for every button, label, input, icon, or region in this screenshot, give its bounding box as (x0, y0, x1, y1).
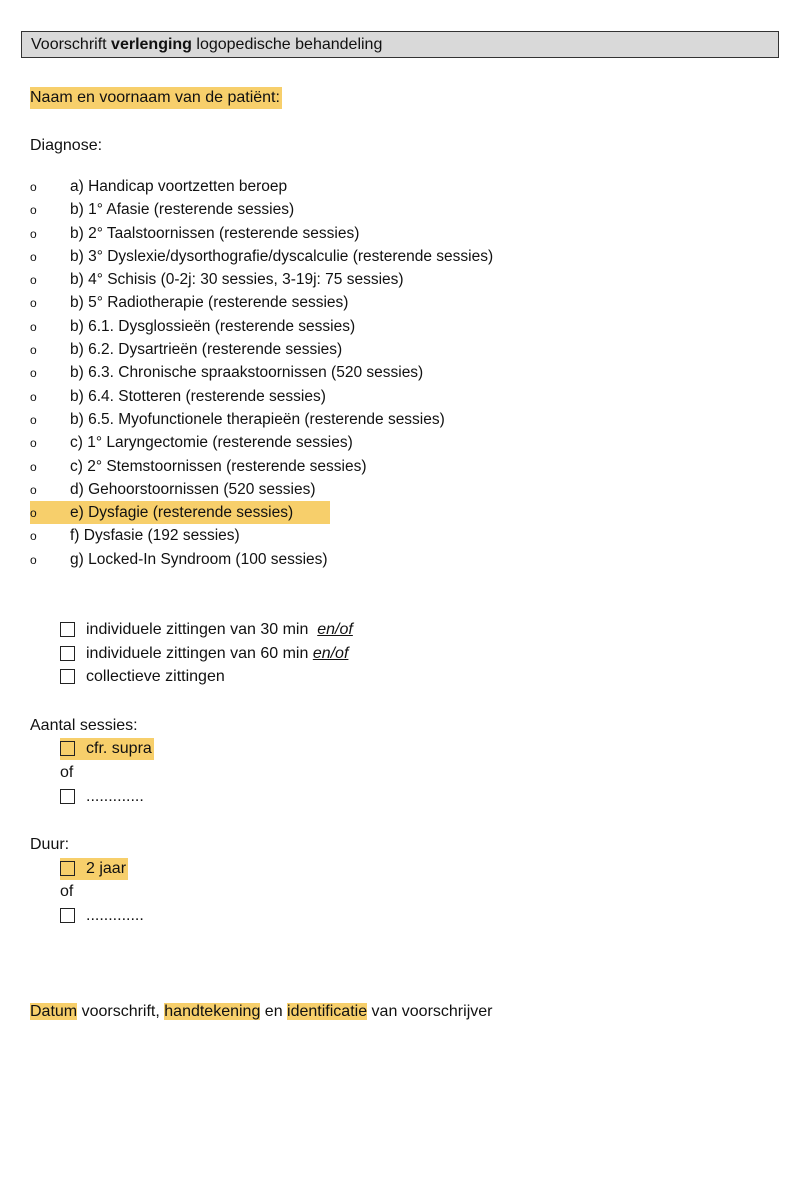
diagnosis-item[interactable] (30, 478, 330, 501)
bullet-icon: o (30, 343, 37, 358)
bullet-icon: o (30, 459, 37, 474)
bullet-icon: o (30, 203, 37, 218)
diagnosis-item[interactable] (30, 408, 445, 431)
diagnosis-label: b) 3° Dyslexie/dysorthografie/dyscalculie (resterende sessies) (70, 247, 494, 265)
bullet-icon: o (30, 529, 37, 544)
diagnosis-label: e) Dysfagie (resterende sessies) (70, 504, 294, 522)
checkbox[interactable] (60, 741, 75, 756)
diagnosis-label: c) 2° Stemstoornissen (resterende sessies) (70, 457, 367, 475)
diagnosis-label: b) 1° Afasie (resterende sessies) (70, 201, 295, 219)
bullet-icon: o (30, 296, 37, 311)
bullet-icon: o (30, 506, 37, 521)
bullet-icon: o (30, 180, 37, 194)
diagnosis-label: b) 4° Schisis (0-2j: 30 sessies, 3-19j: 75 sessies) (70, 271, 404, 289)
diagnosis-item[interactable] (30, 268, 404, 291)
diagnosis-item[interactable] (30, 501, 330, 524)
duur-label: Duur: (30, 836, 70, 853)
diagnosis-label: f) Dysfasie (192 sessies) (70, 527, 240, 545)
session-type-label: individuele zittingen van 30 min (86, 621, 309, 638)
title-bold: verlenging (111, 36, 192, 53)
checkbox[interactable] (60, 908, 75, 923)
diagnosis-item[interactable] (30, 245, 494, 268)
checkbox[interactable] (60, 622, 75, 637)
diagnosis-label: b) 6.4. Stotteren (resterende sessies) (70, 387, 326, 405)
footer-identificatie: identificatie (287, 1003, 368, 1020)
bullet-icon: o (30, 366, 37, 381)
footer-rest: van voorschrijver (367, 1003, 493, 1020)
diagnosis-item[interactable] (30, 175, 330, 198)
session-type-60min[interactable] (60, 643, 348, 665)
diagnosis-label: d) Gehoorstoornissen (520 sessies) (70, 480, 316, 498)
footer-en: en (260, 1003, 288, 1020)
bullet-icon: o (30, 389, 37, 404)
diagnosis-item[interactable] (30, 361, 424, 384)
session-type-label: collectieve zittingen (86, 668, 225, 685)
footer-voorschrift: voorschrift, (77, 1003, 165, 1020)
checkbox[interactable] (60, 861, 75, 876)
aantal-of: of (60, 764, 74, 781)
diagnosis-label: b) 6.3. Chronische spraakstoornissen (520 sessies) (70, 364, 424, 382)
diagnosis-item[interactable] (30, 385, 330, 408)
diagnosis-item[interactable] (30, 338, 343, 361)
session-type-30min[interactable] (60, 619, 353, 641)
duur-option-custom[interactable] (60, 905, 144, 927)
checkbox[interactable] (60, 789, 75, 804)
session-type-label: individuele zittingen van 60 min (86, 645, 309, 662)
session-type-suffix: en/of (317, 621, 353, 638)
diagnosis-list (30, 175, 494, 571)
bullet-icon: o (30, 249, 37, 264)
bullet-icon: o (30, 412, 37, 427)
duur-option-2-jaar[interactable] (60, 858, 128, 880)
diagnosis-label: a) Handicap voortzetten beroep (70, 178, 288, 195)
diagnose-label: Diagnose: (30, 137, 103, 154)
title-prefix: Voorschrift (31, 36, 107, 53)
form-title (21, 31, 779, 58)
diagnosis-item[interactable] (30, 524, 330, 547)
bullet-icon: o (30, 319, 37, 334)
diagnosis-label: b) 6.1. Dysglossieën (resterende sessies) (70, 317, 356, 335)
bullet-icon: o (30, 482, 37, 497)
bullet-icon: o (30, 436, 37, 451)
diagnosis-item[interactable] (30, 291, 349, 314)
diagnosis-item[interactable] (30, 548, 330, 571)
diagnosis-item[interactable] (30, 315, 356, 338)
signature-line (30, 1001, 492, 1023)
title-suffix: logopedische behandeling (196, 36, 383, 53)
bullet-icon: o (30, 273, 37, 288)
diagnosis-label: c) 1° Laryngectomie (resterende sessies) (70, 434, 353, 452)
diagnosis-label: b) 6.2. Dysartrieën (resterende sessies) (70, 341, 343, 359)
bullet-icon: o (30, 226, 37, 241)
patient-name-label: Naam en voornaam van de patiënt: (30, 87, 282, 109)
aantal-option-label: cfr. supra (86, 740, 152, 757)
checkbox[interactable] (60, 669, 75, 684)
footer-datum: Datum (30, 1003, 78, 1020)
duur-option-label: ............. (86, 907, 144, 924)
aantal-option-label: ............. (86, 788, 144, 805)
diagnosis-label: b) 5° Radiotherapie (resterende sessies) (70, 294, 349, 312)
diagnosis-label: b) 2° Taalstoornissen (resterende sessies) (70, 224, 360, 242)
aantal-option-cfr-supra[interactable] (60, 738, 154, 760)
session-type-suffix: en/of (312, 645, 349, 662)
aantal-option-custom[interactable] (60, 786, 144, 808)
footer-handtekening: handtekening (164, 1003, 261, 1020)
bullet-icon: o (30, 552, 37, 567)
checkbox[interactable] (60, 646, 75, 661)
diagnosis-item[interactable] (30, 198, 330, 221)
diagnosis-item[interactable] (30, 431, 353, 454)
diagnosis-label: b) 6.5. Myofunctionele therapieën (resterende sessies) (70, 410, 445, 428)
diagnosis-label: g) Locked-In Syndroom (100 sessies) (70, 550, 328, 568)
aantal-label: Aantal sessies: (30, 717, 138, 734)
diagnosis-item[interactable] (30, 222, 360, 245)
duur-of: of (60, 883, 74, 900)
session-type-collective[interactable] (60, 666, 225, 688)
diagnosis-item[interactable] (30, 455, 367, 478)
duur-option-label: 2 jaar (86, 860, 127, 877)
